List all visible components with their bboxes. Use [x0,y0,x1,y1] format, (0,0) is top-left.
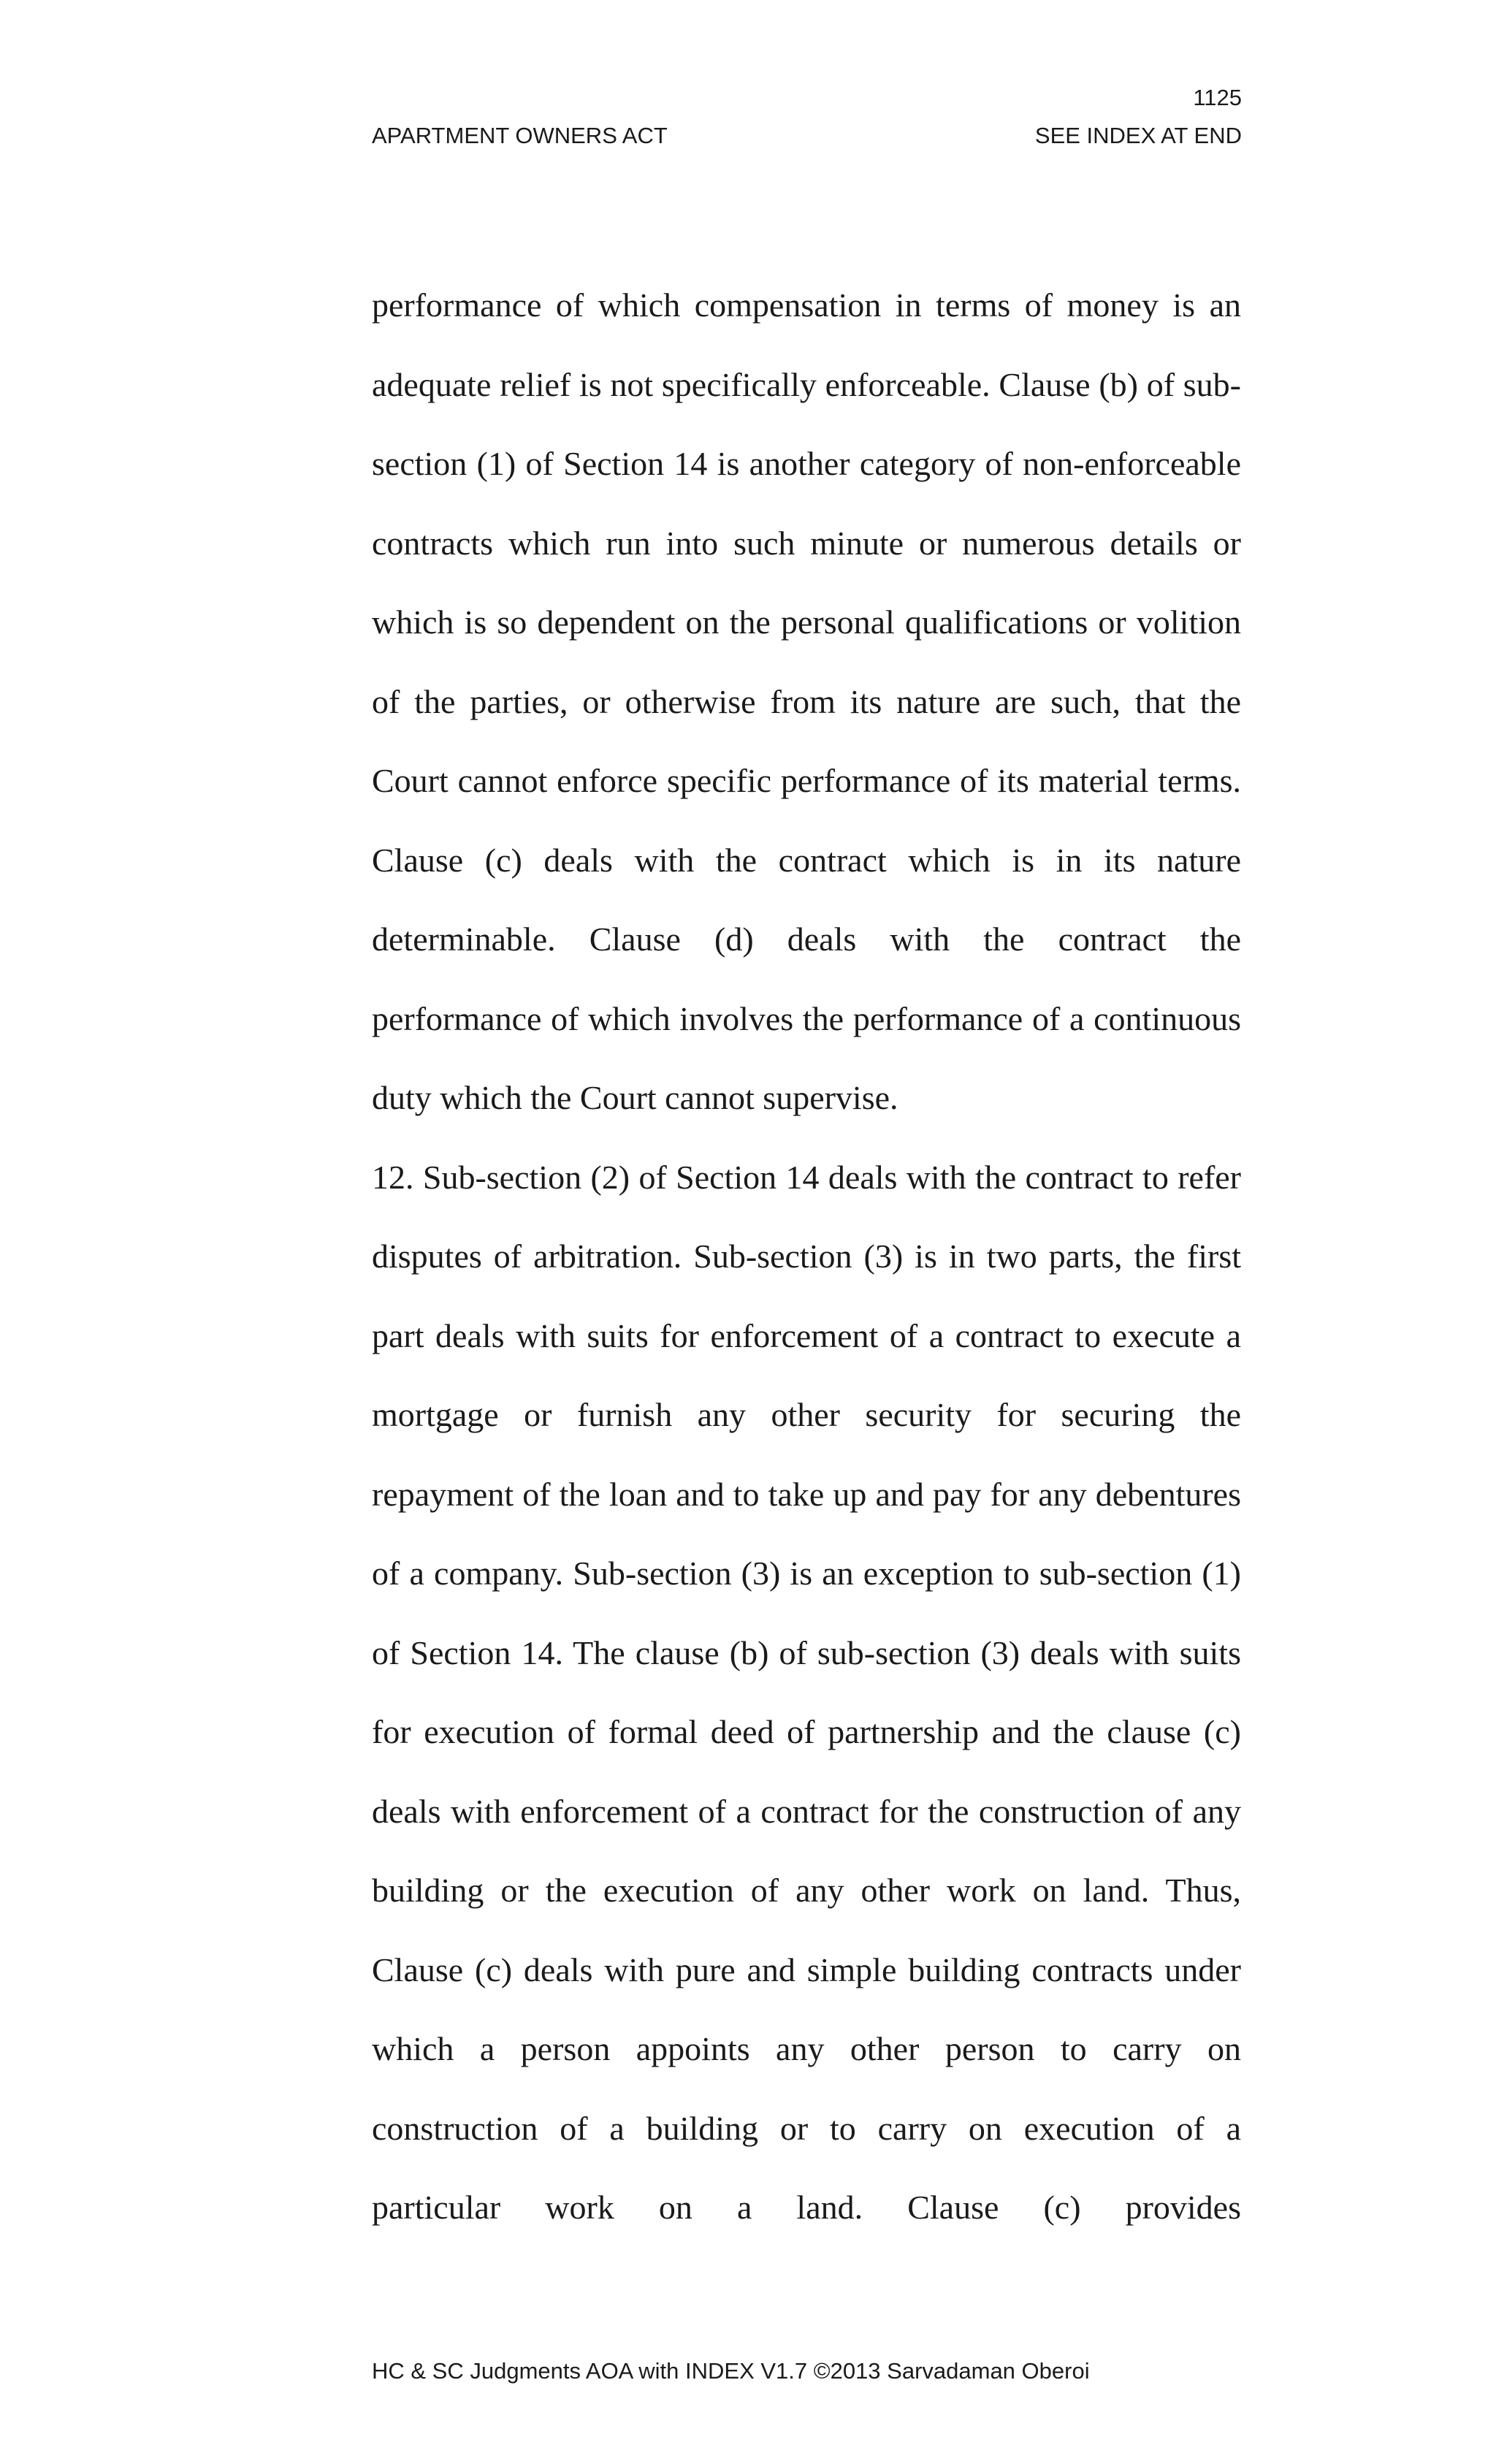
body-paragraph: 12. Sub-section (2) of Section 14 deals with the contract to refer disputes of arbitration. Sub-section (3) is in two parts, the first part deals with suits for enforcement of a contract to execute a mortgage or furnish any other security for securing the repayment of the loan and to take up and pay for any debentures of a company. Sub-section (3) is an exception to sub-section (1) of Section 14. The clause (b) of sub-section (3) deals with suits for execution of formal deed of partnership and the clause (c) deals with enforcement of a contract for the construction of any building or the execution of any other work on land. Thus, Clause (c) deals with pure and simple building contracts under which a person appoints any other person to carry on construction of a building or to carry on execution of a particular work on a land. Clause (c) provides [372,1158,1241,2226]
page-number: 1125 [1193,85,1242,110]
body-paragraph: performance of which compensation in terms of money is an adequate relief is not specifically enforceable. Clause (b) of sub-section (1) of Section 14 is another category of non-enforceable contracts which run into such minute or numerous details or which is so dependent on the personal qualifications or volition of the parties, or otherwise from its nature are such, that the Court cannot enforce specific performance of its material terms. Clause (c) deals with the contract which is in its nature determinable. Clause (d) deals with the contract the performance of which involves the performance of a continuous duty which the Court cannot supervise. [372,286,1241,1116]
running-header-note: SEE INDEX AT END [1034,123,1242,148]
document-body [372,266,1241,2248]
page-footer: HC & SC Judgments AOA with INDEX V1.7 ©2013 Sarvadaman Oberoi [372,2358,1090,2384]
running-header-title: APARTMENT OWNERS ACT [372,123,668,148]
